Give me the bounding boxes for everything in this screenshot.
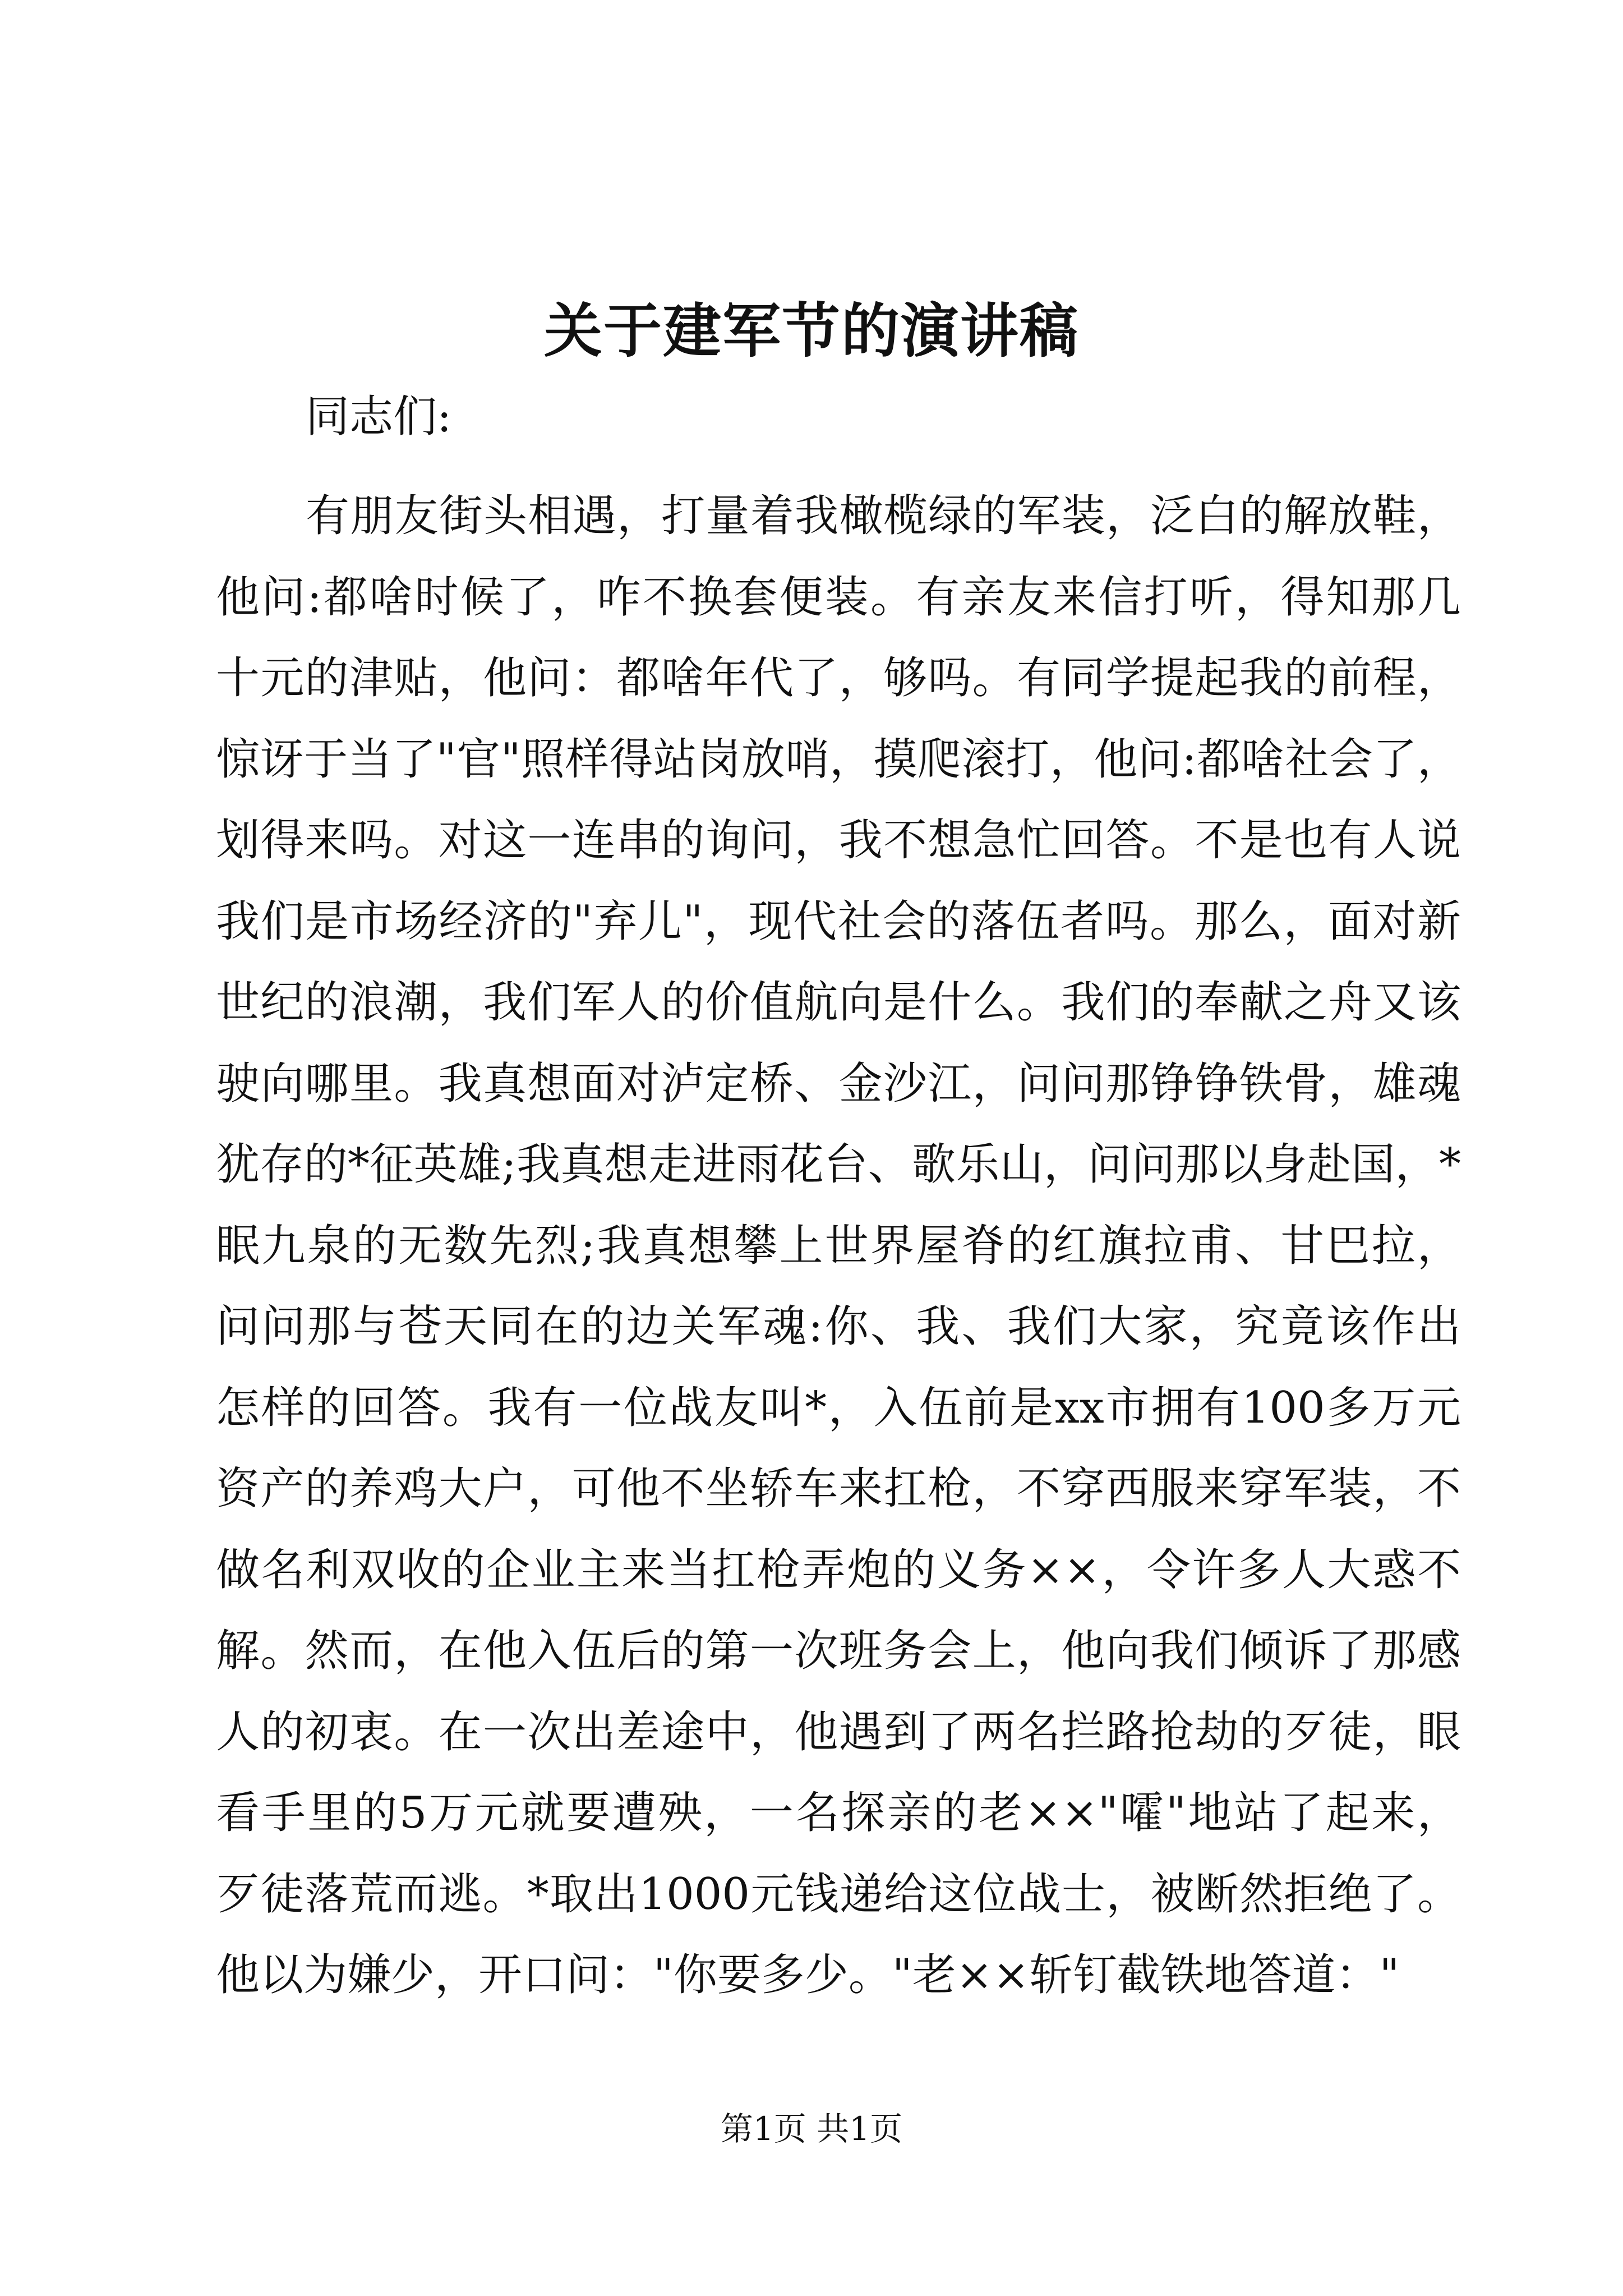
text-line: 怎样的回答。我有一位战友叫*，入伍前是xx市拥有100多万元: [216, 1382, 1461, 1433]
text-line: 十元的津贴，他问：都啥年代了，够吗。有同学提起我的前程，: [216, 653, 1461, 703]
text-line: 他问:都啥时候了，咋不换套便装。有亲友来信打听，得知那几: [216, 572, 1461, 623]
text-line: 歹徒落荒而逃。*取出1000元钱递给这位战士，被断然拒绝了。: [216, 1869, 1461, 1920]
text-line: 做名利双收的企业主来当扛枪弄炮的义务××，令许多人大惑不: [216, 1544, 1461, 1595]
document-title: 关于建军节的演讲稿: [543, 296, 1079, 365]
text-line: 世纪的浪潮，我们军人的价值航向是什么。我们的奉献之舟又该: [216, 977, 1461, 1028]
text-line: 解。然而，在他入伍后的第一次班务会上，他向我们倾诉了那感: [216, 1626, 1461, 1676]
text-line: 惊讶于当了"官"照样得站岗放哨，摸爬滚打，他问:都啥社会了，: [216, 734, 1461, 785]
text-line: 资产的养鸡大户，可他不坐轿车来扛枪，不穿西服来穿军装，不: [216, 1464, 1461, 1514]
body-text: [216, 485, 1461, 2026]
salutation: 同志们:: [306, 392, 452, 442]
text-line: 问问那与苍天同在的边关军魂:你、我、我们大家，究竟该作出: [216, 1301, 1461, 1352]
text-line: 犹存的*征英雄;我真想走进雨花台、歌乐山，问问那以身赴国，*: [216, 1139, 1461, 1190]
text-line: 有朋友街头相遇，打量着我橄榄绿的军装，泛白的解放鞋，: [306, 491, 1461, 541]
page-footer: 第1页 共1页: [720, 2110, 903, 2148]
text-line: 驶向哪里。我真想面对泸定桥、金沙江，问问那铮铮铁骨，雄魂: [216, 1058, 1461, 1109]
text-line: 眠九泉的无数先烈;我真想攀上世界屋脊的红旗拉甫、甘巴拉，: [216, 1220, 1461, 1271]
text-line: 人的初衷。在一次出差途中，他遇到了两名拦路抢劫的歹徒，眼: [216, 1706, 1461, 1757]
text-line: 看手里的5万元就要遭殃，一名探亲的老××"嚯"地站了起来，: [216, 1788, 1461, 1838]
text-line: 他以为嫌少，开口问："你要多少。"老××斩钉截铁地答道：": [216, 1950, 1400, 2000]
text-line: 我们是市场经济的"弃儿"，现代社会的落伍者吗。那么，面对新: [216, 896, 1461, 947]
text-line: 划得来吗。对这一连串的询问，我不想急忙回答。不是也有人说: [216, 815, 1461, 866]
